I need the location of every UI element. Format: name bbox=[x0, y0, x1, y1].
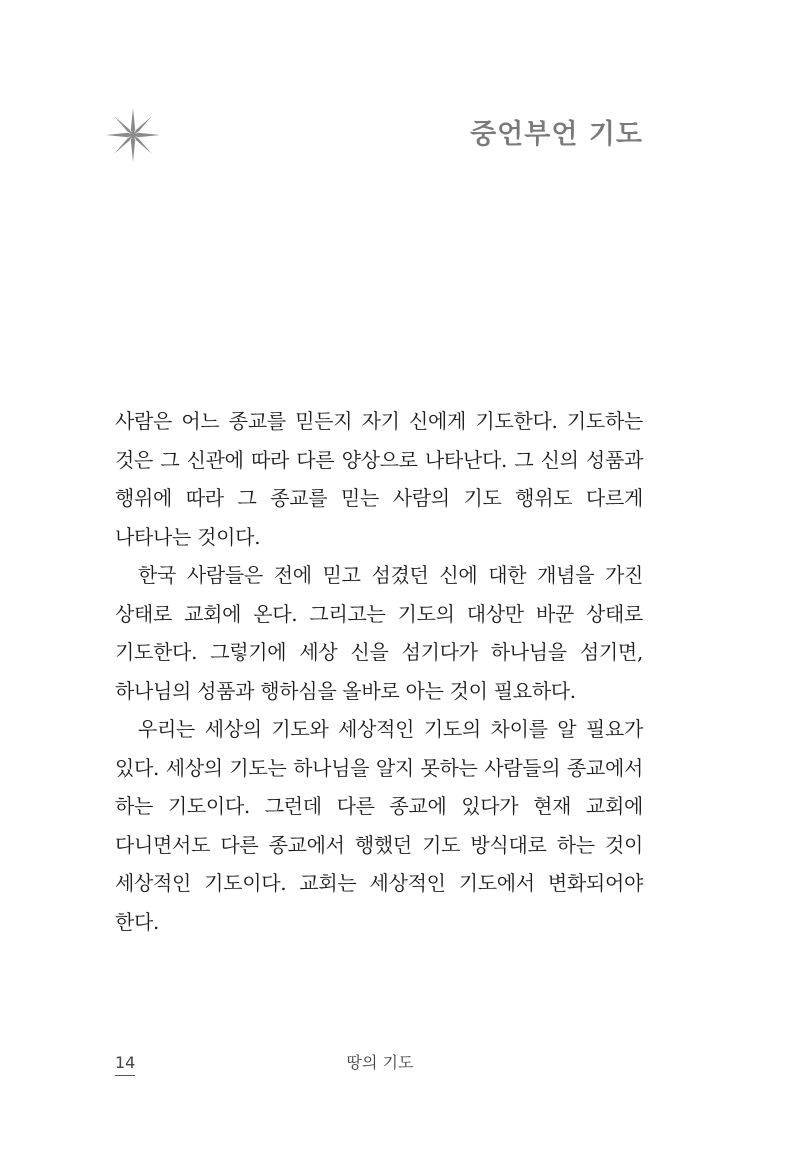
chapter-title: 중언부언 기도 bbox=[470, 119, 643, 150]
paragraph: 우리는 세상의 기도와 세상적인 기도의 차이를 알 필요가 있다. 세상의 기도는 하나님을 알지 못하는 사람들의 종교에서 하는 기도이다. 그런데 다른 종교에 있다가 현재 교회에 다니면서도 다른 종교에서 행했던 기도 방식대로 하는 것이 세상적인 기도이다. 교회는 세상적인 기도에서 변화되어야 한다. bbox=[115, 717, 643, 934]
sparkle-star-icon bbox=[106, 108, 160, 162]
running-footer-title: 땅의 기도 bbox=[346, 1053, 414, 1072]
body-text bbox=[115, 402, 643, 941]
paragraph: 사람은 어느 종교를 믿든지 자기 신에게 기도한다. 기도하는 것은 그 신관에 따라 다른 양상으로 나타난다. 그 신의 성품과 행위에 따라 그 종교를 믿는 사람의 기도 행위도 다르게 나타나는 것이다. bbox=[115, 409, 643, 549]
page-number: 14 bbox=[115, 1054, 135, 1076]
paragraph: 한국 사람들은 전에 믿고 섬겼던 신에 대한 개념을 가진 상태로 교회에 온다. 그리고는 기도의 대상만 바꾼 상태로 기도한다. 그렇기에 세상 신을 섬기다가 하나님을 섬기면, 하나님의 성품과 행하심을 올바로 아는 것이 필요하다. bbox=[115, 563, 643, 703]
